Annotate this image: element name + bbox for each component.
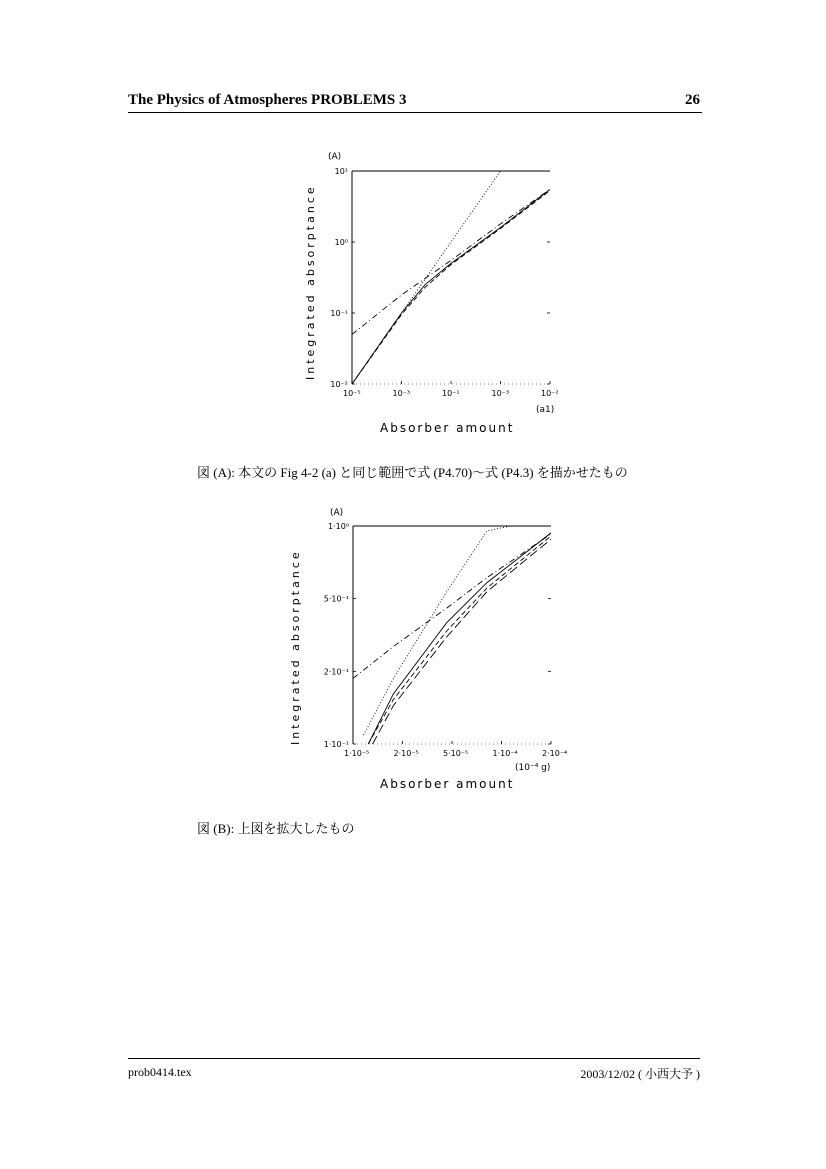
figure-a-series-1 xyxy=(352,145,535,384)
figure-b-caption: 図 (B): 上図を拡大したもの xyxy=(197,821,355,836)
figure-a-y-tick-label: 10¹ xyxy=(334,167,348,176)
figure-a-y-tick-label: 10⁰ xyxy=(334,238,348,247)
figure-a-x-tick-label: 10⁻² xyxy=(541,389,559,398)
figure-a-y-tick-label: 10⁻¹ xyxy=(330,309,348,318)
figure-b-xlabel: Absorber amount xyxy=(380,777,515,791)
figure-a-ylabel: Integrated absorptance xyxy=(304,184,317,380)
figure-a-caption: 図 (A): 本文の Fig 4-2 (a) と同じ範囲で式 (P4.70)〜式 (P4.3) を描かせたもの xyxy=(197,465,628,480)
figure-b-y-tick-label: 2·10⁻¹ xyxy=(323,667,349,677)
figure-b-series-5 xyxy=(373,539,551,744)
page-header xyxy=(128,90,702,113)
figure-a-series-4 xyxy=(352,191,550,384)
figure-b-x-tick-label: 2·10⁻⁴ xyxy=(542,749,568,758)
figure-b-x-tick-label: 5·10⁻⁵ xyxy=(443,749,469,758)
figure-b-x-tick-label: 1·10⁻⁵ xyxy=(344,749,370,758)
page-number: 26 xyxy=(685,92,700,108)
figure-b-y-tick-label: 1·10⁻¹ xyxy=(323,740,349,749)
figure-a-x-tick-label: 10⁻¹ xyxy=(442,389,460,398)
figure-a-x-unit: (a1) xyxy=(536,405,555,415)
figure-b-series-3 xyxy=(368,533,551,744)
figure-a-y-tick-label: 10⁻² xyxy=(330,380,348,389)
figure-b-x-tick-label: 1·10⁻⁴ xyxy=(492,749,518,758)
figure-b-series-1 xyxy=(364,526,511,735)
figure-b-y-tick-label: 5·10⁻¹ xyxy=(323,594,349,604)
running-title: The Physics of Atmospheres PROBLEMS 3 xyxy=(128,92,407,108)
figure-b-plot xyxy=(324,522,568,758)
figure-a-series-2 xyxy=(352,189,550,334)
page-footer xyxy=(128,1058,700,1083)
footer-filename: prob0414.tex xyxy=(128,1065,192,1079)
figure-a-x-tick-label: 10⁻⁵ xyxy=(343,389,361,398)
figure-b xyxy=(285,505,590,795)
figure-a xyxy=(300,145,590,440)
figure-a-series-3 xyxy=(352,189,550,384)
figure-a-xlabel: Absorber amount xyxy=(380,421,515,435)
footer-date-author: 2003/12/02 ( 小西大予 ) xyxy=(580,1067,700,1081)
figure-a-x-tick-label: 10⁻³ xyxy=(491,389,510,398)
figure-b-y-tick-label: 1·10⁰ xyxy=(327,522,349,531)
figure-a-x-tick-label: 10⁻³ xyxy=(392,389,411,398)
figure-b-series-4 xyxy=(368,536,551,744)
figure-b-ylabel: Integrated absorptance xyxy=(289,549,302,745)
figure-a-plot xyxy=(330,145,558,398)
figure-b-x-tick-label: 2·10⁻⁵ xyxy=(393,749,419,758)
figure-b-y-unit: (A) xyxy=(330,508,344,518)
figure-b-x-unit: (10⁻⁴ g) xyxy=(515,763,551,773)
figure-a-y-unit: (A) xyxy=(328,152,342,162)
